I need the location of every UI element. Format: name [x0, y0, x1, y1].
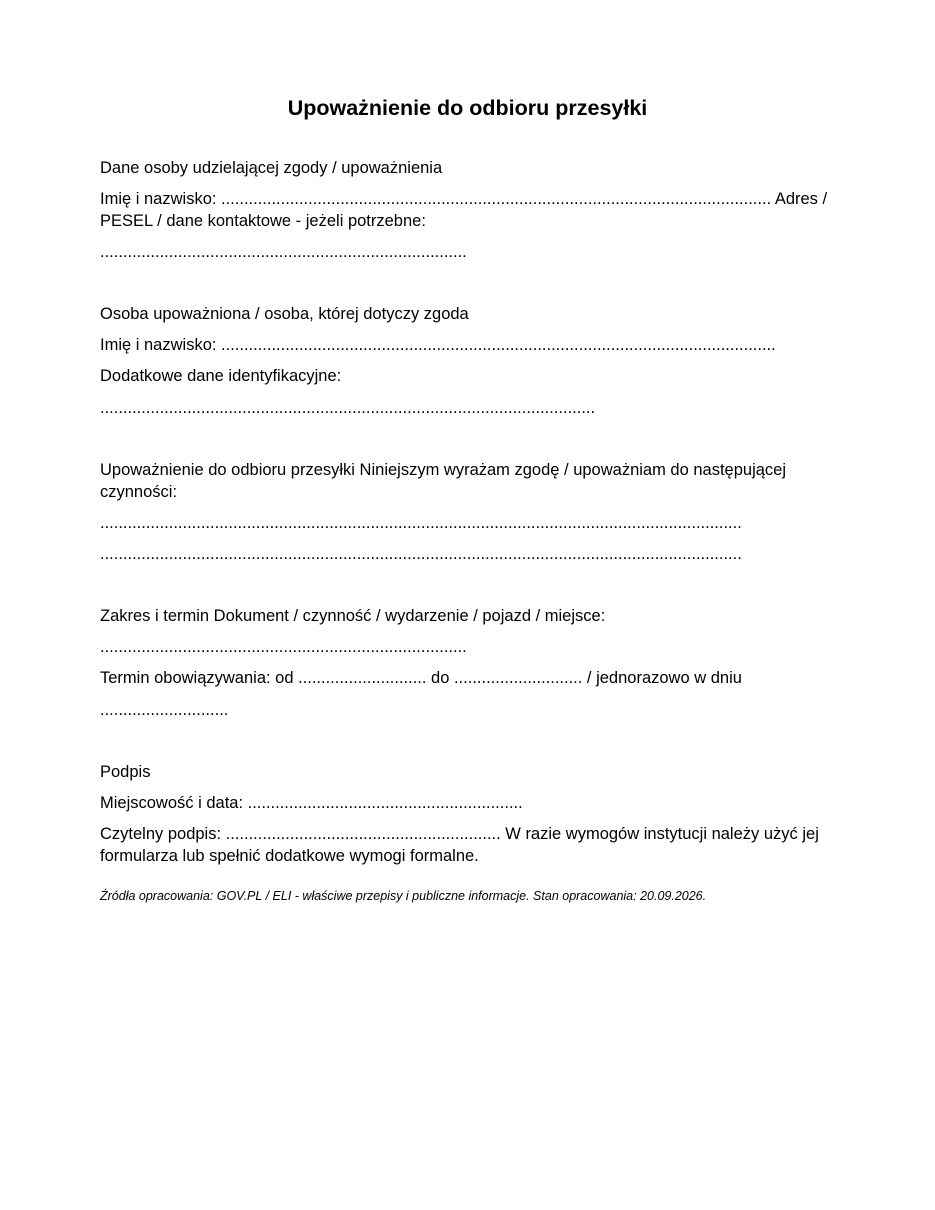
document-page	[100, 93, 835, 905]
authorization-section	[100, 459, 835, 565]
signature-heading: Podpis	[100, 763, 151, 781]
authorized-name-line: Imię i nazwisko: .........................................................................................................................	[100, 336, 776, 354]
authorized-heading: Osoba upoważniona / osoba, której dotyczy zgoda	[100, 305, 469, 323]
grantor-heading: Dane osoby udzielającej zgody / upoważnienia	[100, 159, 443, 177]
validity-date-line: ............................	[100, 701, 229, 719]
grantor-contact-line: ................................................................................	[100, 243, 467, 261]
grantor-section	[100, 157, 835, 263]
document-title: Upoważnienie do odbioru przesyłki	[287, 96, 648, 120]
place-date-line: Miejscowość i data: ............................................................	[100, 794, 523, 812]
authorized-extra-label: Dodatkowe dane identyfikacyjne:	[100, 367, 342, 385]
grantor-name-line: Imię i nazwisko: ........................................................................................................................ Adres / PESEL / dane kontaktowe - jeżeli potrzebne:	[100, 190, 828, 230]
signature-line: Czytelny podpis: ............................................................ W razie wymogów instytucji należy użyć jej formularza lub spełnić dodatkowe wymogi formalne.	[100, 825, 819, 865]
source-note: Źródła opracowania: GOV.PL / ELI - właściwe przepisy i publiczne informacje. Stan opracowania: 20.09.2026.	[100, 889, 707, 903]
scope-section	[100, 605, 835, 721]
authorized-section	[100, 303, 835, 419]
scope-label: Zakres i termin Dokument / czynność / wydarzenie / pojazd / miejsce:	[100, 607, 606, 625]
authorization-text: Upoważnienie do odbioru przesyłki Niniejszym wyrażam zgodę / upoważniam do następującej czynności:	[100, 461, 787, 501]
signature-section	[100, 761, 835, 867]
validity-line: Termin obowiązywania: od ............................ do ............................ / jednorazowo w dniu	[100, 669, 742, 687]
authorized-extra-line: ............................................................................................................	[100, 399, 596, 417]
authorization-line-2: ............................................................................................................................................	[100, 545, 742, 563]
scope-line: ................................................................................	[100, 638, 467, 656]
authorization-line-1: ............................................................................................................................................	[100, 514, 742, 532]
